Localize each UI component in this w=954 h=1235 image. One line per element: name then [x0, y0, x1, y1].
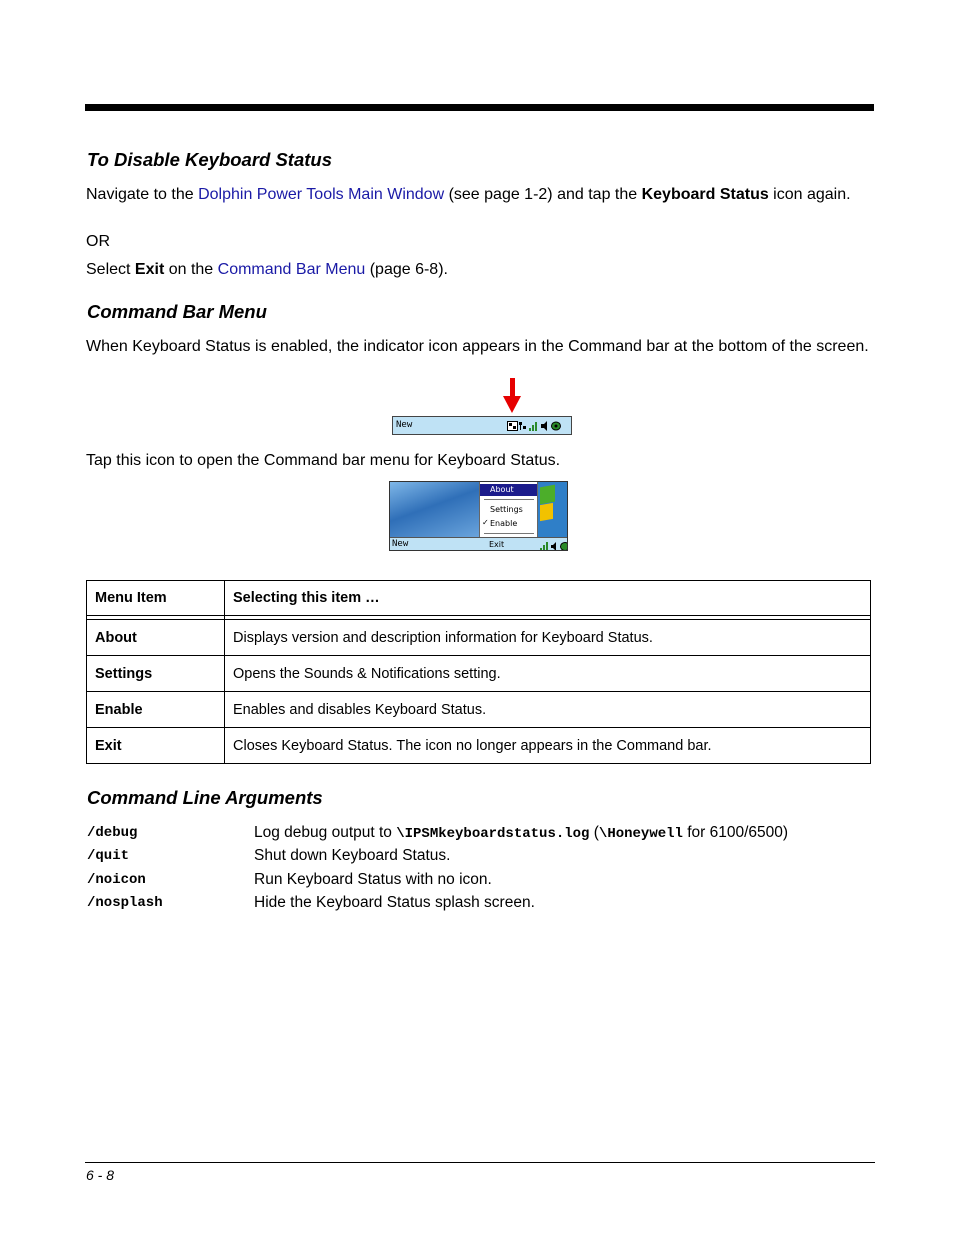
table-cell-item: Enable [87, 692, 225, 728]
speaker-icon [540, 419, 549, 431]
table-row [87, 692, 871, 728]
signal-icon [529, 419, 538, 431]
paragraph-tap-icon: Tap this icon to open the Command bar menu for Keyboard Status. [86, 452, 561, 469]
arg-quit-desc: Shut down Keyboard Status. [254, 847, 451, 864]
command-bar-screenshot [392, 416, 572, 435]
paragraph-select-exit [86, 260, 871, 279]
table-cell-desc: Opens the Sounds & Notifications setting. [225, 656, 871, 692]
link-command-bar-menu[interactable]: Command Bar Menu [217, 261, 366, 278]
page-number: 6 - 8 [86, 1167, 115, 1183]
menu-separator [484, 533, 534, 534]
table-cell-desc: Enables and disables Keyboard Status. [225, 692, 871, 728]
sync-icon [560, 539, 568, 550]
text: icon again. [768, 186, 851, 203]
windows-flag-icon-yellow [540, 503, 553, 521]
heading-disable-keyboard-status: To Disable Keyboard Status [87, 149, 333, 170]
arg-noicon: /noicon [87, 872, 146, 888]
desktop-background [390, 482, 480, 537]
arg-debug-desc [254, 824, 788, 842]
menu-separator [484, 499, 534, 500]
arg-nosplash: /nosplash [87, 895, 163, 911]
windows-flag-icon [540, 485, 555, 505]
paragraph-intro: When Keyboard Status is enabled, the indicator icon appears in the Command bar at the bottom of the screen. [86, 338, 869, 355]
paragraph-navigate [86, 185, 871, 204]
arg-noicon-desc: Run Keyboard Status with no icon. [254, 871, 492, 888]
arg-debug: /debug [87, 825, 138, 841]
sync-icon [551, 419, 560, 431]
red-arrow-head-icon [503, 396, 521, 413]
text: on the [164, 261, 218, 278]
table-cell-item: Exit [87, 728, 225, 764]
menu-item-enable[interactable]: Enable [490, 519, 518, 528]
speaker-icon [550, 539, 558, 550]
table-header: Menu Item [87, 581, 225, 616]
check-icon: ✓ [482, 518, 489, 527]
new-label: New [396, 420, 413, 430]
text: (page 6-8). [365, 261, 448, 278]
table-cell-item: About [87, 620, 225, 656]
or-text: OR [86, 233, 110, 250]
link-dolphin-power-tools[interactable]: Dolphin Power Tools Main Window [198, 186, 445, 203]
text: Log debug output to [254, 824, 397, 841]
table-cell-desc: Displays version and description information for Keyboard Status. [225, 620, 871, 656]
arg-nosplash-desc: Hide the Keyboard Status splash screen. [254, 894, 535, 911]
bottom-rule [85, 1162, 875, 1163]
command-bar [390, 537, 568, 551]
bold-exit: Exit [134, 261, 165, 278]
network-icon [518, 419, 527, 431]
heading-command-line-arguments: Command Line Arguments [87, 787, 323, 808]
menu-item-settings[interactable]: Settings [490, 505, 523, 514]
text: (see page 1-2) and tap the [444, 186, 642, 203]
menu-item-about[interactable]: About [480, 484, 537, 496]
text: Navigate to the [86, 186, 199, 203]
table-header-row [87, 581, 871, 616]
top-rule [85, 104, 874, 111]
command-menu-screenshot [389, 481, 568, 551]
bold-keyboard-status: Keyboard Status [641, 186, 769, 203]
code-honeywell-path: \Honeywell [598, 826, 683, 842]
menu-item-exit[interactable]: Exit [489, 540, 505, 549]
tray-icons [540, 539, 568, 551]
table-cell-desc: Closes Keyboard Status. The icon no longer appears in the Command bar. [225, 728, 871, 764]
menu-items-table [86, 580, 871, 764]
table-header: Selecting this item … [225, 581, 871, 616]
table-row [87, 728, 871, 764]
text: Select [86, 261, 135, 278]
code-log-path: \IPSMkeyboardstatus.log [396, 826, 590, 842]
arg-quit: /quit [87, 848, 130, 864]
keyboard-status-icon[interactable] [507, 419, 516, 431]
new-label: New [392, 539, 409, 549]
table-cell-item: Settings [87, 656, 225, 692]
table-row [87, 656, 871, 692]
signal-icon [540, 539, 548, 550]
red-arrow-icon [510, 378, 515, 398]
text: for 6100/6500) [682, 824, 789, 841]
heading-command-bar-menu: Command Bar Menu [87, 301, 267, 322]
text: ( [589, 824, 599, 841]
tray-icons [507, 419, 560, 432]
table-row [87, 620, 871, 656]
